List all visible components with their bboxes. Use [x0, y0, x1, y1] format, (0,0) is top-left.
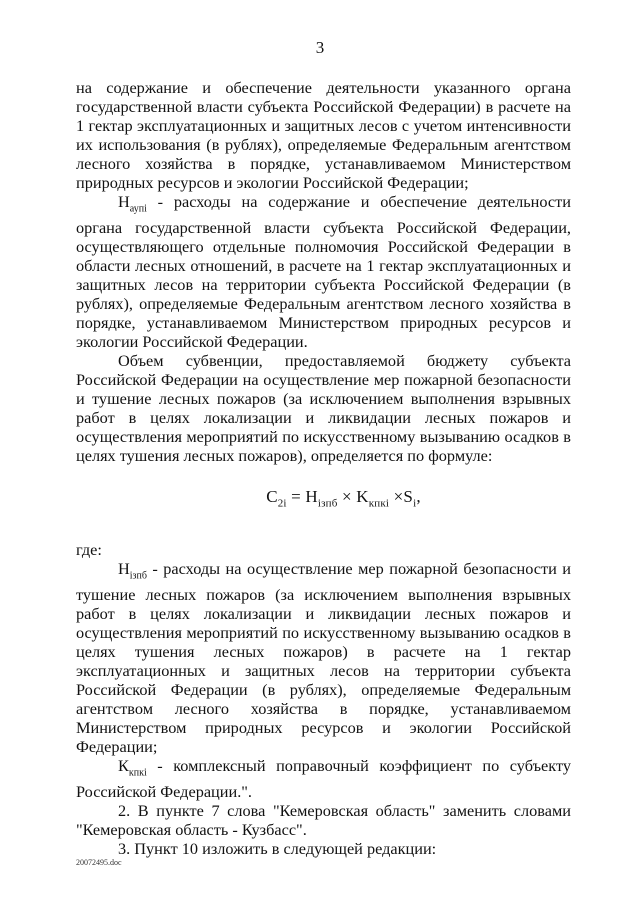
paragraph-2: $Н_{аупi}$ - расходы на содержание и обеспечение деятельности органа государственной власти субъекта Российской Федерации, осуществляющего отдельные полномочия Российской Федерации в области лесных отношений, в расчете на 1 гектар эксплуатационных и защитных лесов на территории субъекта Российской Федерации (в рублях), определяемые Федеральным агентством лесного хозяйства в порядке, устанавливаемом Министерством природных ресурсов и экологии Российской Федерации. [76, 192, 571, 352]
paragraph-1: на содержание и обеспечение деятельности указанного органа государственной власти субъекта Российской Федерации) в расчете на 1 гектар эксплуатационных и защитных лесов с учетом интенсивности их использования (в рублях), определяемые Федеральным агентством лесного хозяйства в порядке, устанавливаемом Министерством природных ресурсов и экологии Российской Федерации; [76, 78, 571, 192]
paragraph-7: 3. Пункт 10 изложить в следующей редакции: [118, 839, 437, 859]
symbol-k-kpk: $К_{кпкi}$ [118, 755, 147, 779]
page-number: 3 [315, 38, 325, 57]
footer-filename: 20072495.doc [76, 858, 122, 867]
paragraph-6: 2. В пункте 7 слова "Кемеровская область" заменить словами "Кемеровская область - Кузбасс". [76, 801, 571, 840]
symbol-n-izpb: $Н_{iзпб}$ [118, 558, 147, 581]
paragraph-4: $Н_{iзпб}$ - расходы на осуществление мер пожарной безопасности и тушение лесных пожаров (за исключением выполнения взрывных работ в целях локализации и ликвидации лесных пожаров и осуществления мероприятий по искусственному вызыванию осадков в целях тушения лесных пожаров) в расчете на 1 гектар эксплуатационных и защитных лесов на территории субъекта Российской Федерации (в рублях), определяемые Федеральным агентством лесного хозяйства в порядке, устанавливаемом Министерством природных ресурсов и экологии Российской Федерации; [76, 558, 571, 756]
paragraph-5: $К_{кпкi}$ - комплексный поправочный коэффициент по субъекту Российской Федерации.". [76, 755, 571, 802]
document-body [76, 78, 571, 858]
symbol-n-aup: $Н_{аупi}$ [118, 192, 147, 215]
where-label: где: [76, 539, 102, 559]
paragraph-3: Объем субвенции, предоставляемой бюджету субъекта Российской Федерации на осуществление мер пожарной безопасности и тушение лесных пожаров (за исключением выполнения взрывных работ в целях локализации и ликвидации лесных пожаров и осуществления мероприятий по искусственному вызыванию осадков в целях тушения лесных пожаров), определяется по формуле: [76, 351, 571, 466]
formula: $C_{2i} = H_{iзпб} \times K_{кпкi} \times S_i$, [266, 487, 421, 510]
